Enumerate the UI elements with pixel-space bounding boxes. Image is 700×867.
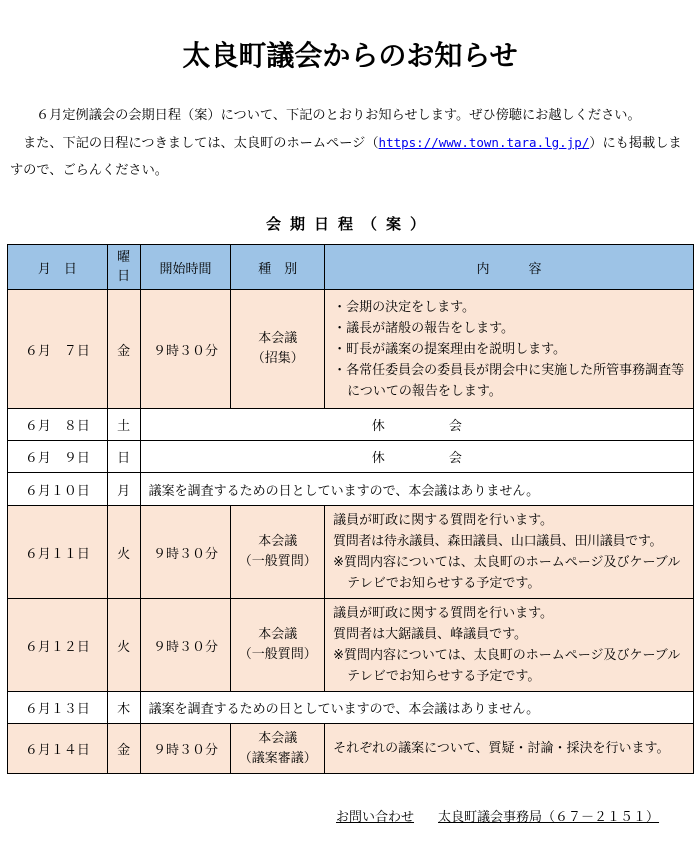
header-date: 月 日 [8, 245, 108, 290]
intro-line-2 [10, 129, 690, 157]
row-type [231, 599, 325, 692]
schedule-table [7, 244, 694, 774]
rest-char-1: 休 [371, 451, 385, 466]
row-content [325, 506, 694, 599]
row-type [231, 506, 325, 599]
row-date: ６月１２日 [8, 599, 108, 692]
row-type-sub: （議案審議） [238, 750, 317, 766]
header-content: 内 容 [325, 245, 694, 290]
header-type: 種 別 [231, 245, 325, 290]
row-time: ９時３０分 [140, 506, 231, 599]
header-weekday [107, 245, 140, 290]
intro-line-2-tail: ）にも掲載しま [589, 136, 682, 151]
table-header-row [8, 245, 694, 290]
row-weekday: 日 [107, 441, 140, 473]
table-row [8, 441, 694, 473]
content-note: ※質問内容については、太良町のホームページ及びケーブルテレビでお知らせする予定です。 [333, 648, 681, 684]
intro-line-1 [10, 102, 690, 129]
content-item: ・町長が議案の提案理由を説明します。 [333, 341, 567, 357]
row-content [325, 290, 694, 409]
table-row [8, 506, 694, 599]
row-rest [140, 409, 693, 441]
content-item: ・議長が諸般の報告をします。 [333, 320, 515, 336]
row-time: ９時３０分 [140, 599, 231, 692]
row-type [231, 724, 325, 774]
row-content [325, 599, 694, 692]
row-weekday: 火 [107, 506, 140, 599]
intro-line-3: すので、ごらんください。 [10, 163, 168, 178]
row-date: ６月 ７日 [8, 290, 108, 409]
homepage-link[interactable]: https://www.town.tara.lg.jp/ [378, 135, 590, 150]
contact-office: 太良町議会事務局（６７－２１５１） [438, 810, 660, 825]
row-note: 議案を調査するための日としていますので、本会議はありません。 [140, 692, 693, 724]
table-row [8, 473, 694, 506]
row-date: ６月１３日 [8, 692, 108, 724]
contact-label: お問い合わせ [336, 810, 415, 825]
row-weekday: 土 [107, 409, 140, 441]
rest-char-1: 休 [371, 419, 385, 434]
row-weekday: 金 [107, 290, 140, 409]
row-weekday: 木 [107, 692, 140, 724]
row-type-main: 本会議 [258, 627, 298, 642]
content-item: ・各常任委員会の委員長が閉会中に実施した所管事務調査等についての報告をします。 [333, 362, 685, 399]
row-type-sub: （一般質問） [238, 647, 317, 662]
rest-char-2: 会 [448, 451, 462, 466]
row-weekday: 金 [107, 724, 140, 774]
table-row [8, 724, 694, 774]
row-date: ６月１４日 [8, 724, 108, 774]
row-type-main: 本会議 [258, 331, 298, 346]
row-type-sub: （招集） [251, 351, 304, 366]
schedule-title: 会期日程（案） [265, 215, 434, 233]
row-date: ６月 ９日 [8, 441, 108, 473]
row-time: ９時３０分 [140, 724, 231, 774]
content-line: それぞれの議案について、質疑・討論・採決を行います。 [333, 741, 670, 756]
content-line: 議員が町政に関する質問を行います。 [333, 606, 554, 621]
row-weekday: 月 [107, 473, 140, 506]
intro-text [10, 102, 690, 184]
row-type-main: 本会議 [258, 534, 298, 549]
rest-char-2: 会 [448, 419, 462, 434]
row-date: ６月１１日 [8, 506, 108, 599]
row-note: 議案を調査するための日としていますので、本会議はありません。 [140, 473, 693, 506]
row-rest [140, 441, 693, 473]
content-line: 質問者は大鋸議員、峰議員です。 [333, 627, 528, 642]
content-note: ※質問内容については、太良町のホームページ及びケーブルテレビでお知らせする予定です。 [333, 555, 681, 591]
header-start-time: 開始時間 [140, 245, 231, 290]
intro-line-2-text: また、下記の日程につきましては、太良町のホームページ（ [23, 136, 379, 151]
table-row [8, 692, 694, 724]
row-date: ６月 ８日 [8, 409, 108, 441]
row-time: ９時３０分 [140, 290, 231, 409]
row-content [325, 724, 694, 774]
page-title: 太良町議会からのお知らせ [182, 39, 518, 72]
row-weekday: 火 [107, 599, 140, 692]
header-weekday-text: 曜日 [117, 250, 131, 284]
content-line: 質問者は待永議員、森田議員、山口議員、田川議員です。 [333, 534, 663, 549]
row-date: ６月１０日 [8, 473, 108, 506]
intro-line-1-text: ６月定例議会の会期日程（案）について、下記のとおりお知らせします。ぜひ傍聴にお越しください。 [36, 108, 641, 123]
table-row [8, 290, 694, 409]
row-type-sub: （一般質問） [238, 554, 317, 569]
row-type-main: 本会議 [258, 730, 298, 746]
table-row [8, 599, 694, 692]
row-type [231, 290, 325, 409]
content-item: ・会期の決定をします。 [333, 299, 476, 315]
content-line: 議員が町政に関する質問を行います。 [333, 513, 554, 528]
contact-info [336, 806, 659, 825]
table-row [8, 409, 694, 441]
